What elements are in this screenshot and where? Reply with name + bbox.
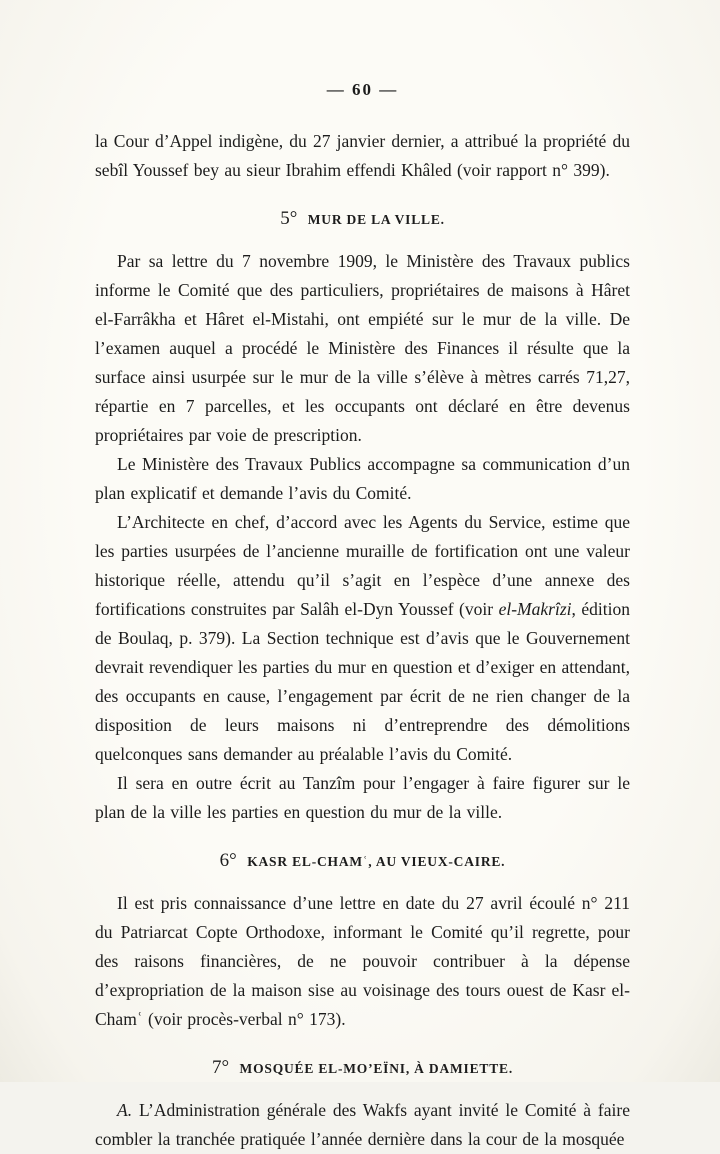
text-segment-italic: A. [117, 1100, 133, 1120]
section-title: KASR EL-CHAMʿ, AU VIEUX-CAIRE. [247, 854, 506, 869]
paragraph-continuation: la Cour d’Appel indigène, du 27 janvier dernier, a attribué la propriété du sebîl Youssef bey au sieur Ibrahim effendi Khâled (voir rapport n° 399). [95, 131, 630, 180]
paragraph: Il est pris connaissance d’une lettre en date du 27 avril écoulé n° 211 du Patriarcat Copte Orthodoxe, informant le Comité qu’il regrette, pour des raisons financières, de ne pouvoir contribuer à la dépense d’expropriation de la maison sise au voisinage des tours ouest de Kasr el-Chamʿ (voir procès-verbal n° 173). [95, 893, 630, 1029]
text-segment: L’Architecte en chef, d’accord avec les Agents du Service, estime que les parties usurpées de l’ancienne muraille de fortification ont une valeur historique réelle, attendu qu’il s’agit en l’espèce d’une annexe des fortifications construites par Salâh el-Dyn Youssef (voir [95, 512, 630, 619]
paragraph [95, 1096, 630, 1154]
text-segment: , édition de Boulaq, p. 379). La Section technique est d’avis que le Gouvernement devrait revendiquer les parties du mur en question et d’exiger en attendant, des occupants en cause, l’engagement par écrit de ne rien changer de la disposition de leurs maisons ni d’entreprendre des démolitions quelconques sans demander au préalable l’avis du Comité. [95, 599, 630, 764]
section-number: 7° [212, 1057, 230, 1078]
paragraph [95, 508, 630, 769]
section-heading-7 [95, 1057, 630, 1079]
text-segment-italic: el-Makrîzi [498, 599, 572, 619]
text-segment: L’Administration générale des Wakfs ayant invité le Comité à faire combler la tranchée pratiquée l’année dernière dans la cour de la mosquée [95, 1100, 630, 1149]
page-number: — 60 — [326, 80, 399, 99]
section-heading-5 [95, 208, 630, 230]
paragraph: Il sera en outre écrit au Tanzîm pour l’engager à faire figurer sur le plan de la ville les parties en question du mur de la ville. [95, 773, 630, 822]
section-number: 6° [219, 850, 237, 871]
section-title: MOSQUÉE EL-MO’EÏNI, À DAMIETTE. [239, 1061, 513, 1076]
section-number: 5° [280, 208, 298, 229]
paragraph: Par sa lettre du 7 novembre 1909, le Ministère des Travaux publics informe le Comité que des particuliers, propriétaires de maisons à Hâret el-Farrâkha et Hâret el-Mistahi, ont empiété sur le mur de la ville. De l’examen auquel a procédé le Ministère des Finances il résulte que la surface ainsi usurpée sur le mur de la ville s’élève à mètres carrés 71,27, répartie en 7 parcelles, et les occupants ont déclaré en être devenus propriétaires par voie de prescription. [95, 251, 630, 445]
section-title: MUR DE LA VILLE. [307, 212, 445, 227]
section-heading-6 [95, 850, 630, 872]
paragraph: Le Ministère des Travaux Publics accompagne sa communication d’un plan explicatif et demande l’avis du Comité. [95, 454, 630, 503]
